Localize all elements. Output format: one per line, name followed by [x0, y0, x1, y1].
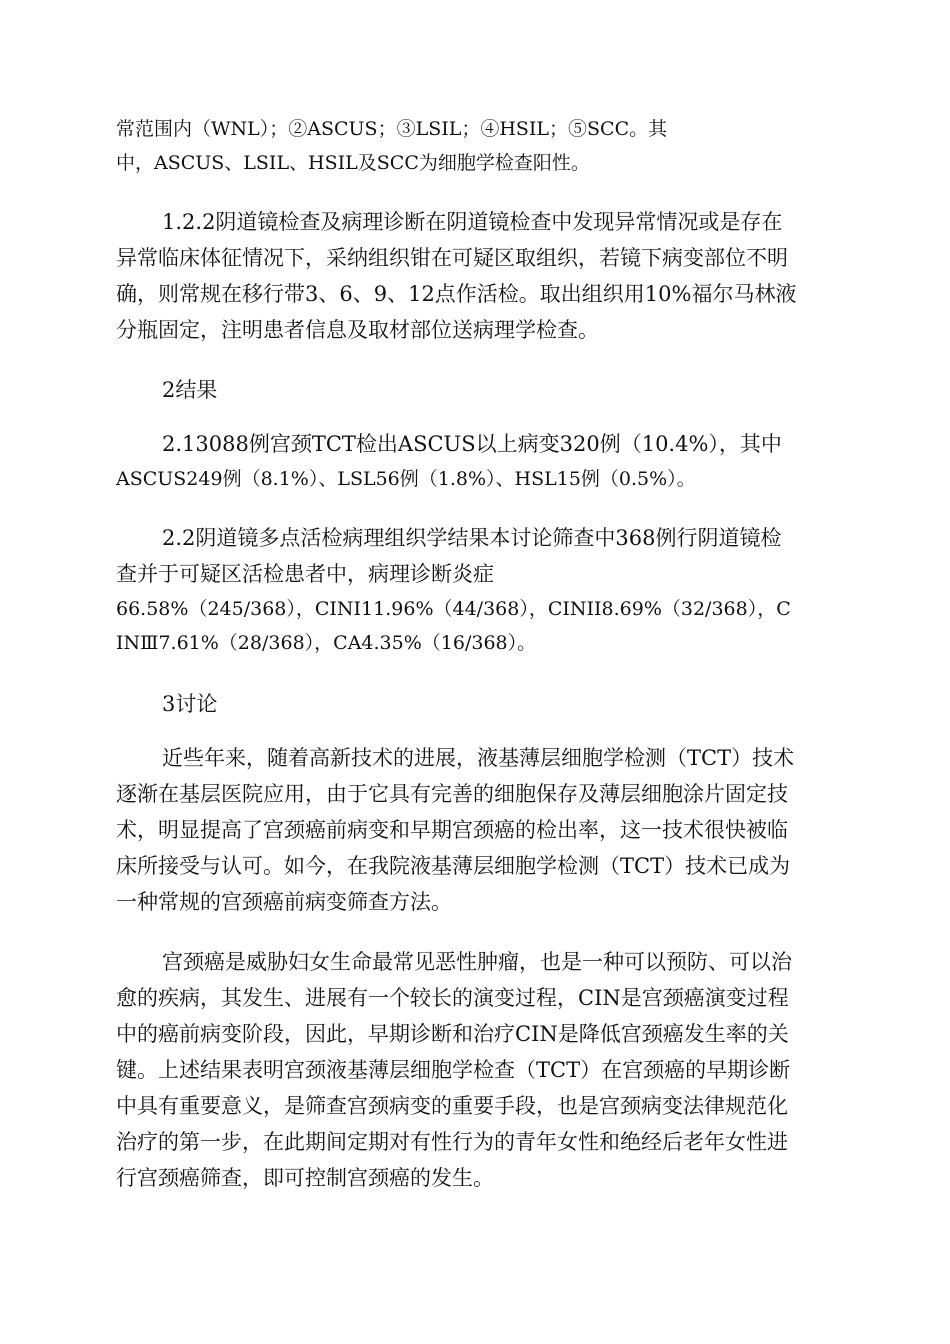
- text-line: 愈的疾病，其发生、进展有一个较长的演变过程，CIN是宫颈癌演变过程: [116, 986, 789, 1010]
- paragraph-cytology-categories: [116, 112, 832, 180]
- text-line: 查并于可疑区活检患者中，病理诊断炎症: [116, 562, 494, 586]
- text-line: 治疗的第一步，在此期间定期对有性行为的青年女性和绝经后老年女性进: [116, 1130, 788, 1154]
- section-heading: 2结果: [162, 378, 218, 402]
- text-line: 2.2阴道镜多点活检病理组织学结果本讨论筛查中368例行阴道镜检: [162, 526, 782, 550]
- text-line: 分瓶固定，注明患者信息及取材部位送病理学检查。: [116, 318, 599, 342]
- paragraph-results-tct: [116, 426, 832, 496]
- text-line: 常范围内（WNL）；②ASCUS；③LSIL；④HSIL；⑤SCC。其: [116, 118, 668, 140]
- text-line: 床所接受与认可。如今，在我院液基薄层细胞学检测（TCT）技术已成为: [116, 854, 791, 878]
- section-heading-discussion: [116, 686, 832, 722]
- section-heading-results: [116, 372, 832, 408]
- text-line: 近些年来，随着高新技术的进展，液基薄层细胞学检测（TCT）技术: [162, 746, 795, 770]
- text-line: 中，ASCUS、LSIL、HSIL及SCC为细胞学检查阳性。: [116, 152, 590, 174]
- text-line: 中具有重要意义，是筛查宫颈病变的重要手段，也是宫颈病变法律规范化: [116, 1094, 788, 1118]
- text-line: 中的癌前病变阶段，因此，早期诊断和治疗CIN是降低宫颈癌发生率的关: [116, 1022, 789, 1046]
- text-line: INⅢ7.61%（28/368），CA4.35%（16/368）。: [116, 632, 537, 654]
- text-line: 异常临床体征情况下，采纳组织钳在可疑区取组织，若镜下病变部位不明: [116, 246, 788, 270]
- paragraph-colposcopy-method: [116, 204, 832, 348]
- paragraph-discussion-tct: [116, 740, 832, 920]
- text-line: 术，明显提高了宫颈癌前病变和早期宫颈癌的检出率，这一技术很快被临: [116, 818, 788, 842]
- paragraph-results-biopsy: [116, 520, 832, 660]
- text-line: 1.2.2阴道镜检查及病理诊断在阴道镜检查中发现异常情况或是存在: [162, 210, 783, 234]
- text-line: 键。上述结果表明宫颈液基薄层细胞学检查（TCT）在宫颈癌的早期诊断: [116, 1058, 791, 1082]
- text-line: 一种常规的宫颈癌前病变筛查方法。: [116, 890, 452, 914]
- section-heading: 3讨论: [162, 692, 218, 716]
- text-line: 确，则常规在移行带3、6、9、12点作活检。取出组织用10%福尔马林液: [116, 282, 797, 306]
- text-line: 行宫颈癌筛查，即可控制宫颈癌的发生。: [116, 1166, 494, 1190]
- text-line: ASCUS249例（8.1%）、LSL56例（1.8%）、HSL15例（0.5%）。: [116, 468, 696, 490]
- text-line: 逐渐在基层医院应用，由于它具有完善的细胞保存及薄层细胞涂片固定技: [116, 782, 788, 806]
- text-line: 宫颈癌是威胁妇女生命最常见恶性肿瘤，也是一种可以预防、可以治: [162, 950, 792, 974]
- text-line: 2.13088例宫颈TCT检出ASCUS以上病变320例（10.4%），其中: [162, 432, 782, 456]
- text-line: 66.58%（245/368），CINI11.96%（44/368），CINII8.69%（32/368），C: [116, 598, 791, 620]
- paragraph-discussion-cervical-cancer: [116, 944, 832, 1196]
